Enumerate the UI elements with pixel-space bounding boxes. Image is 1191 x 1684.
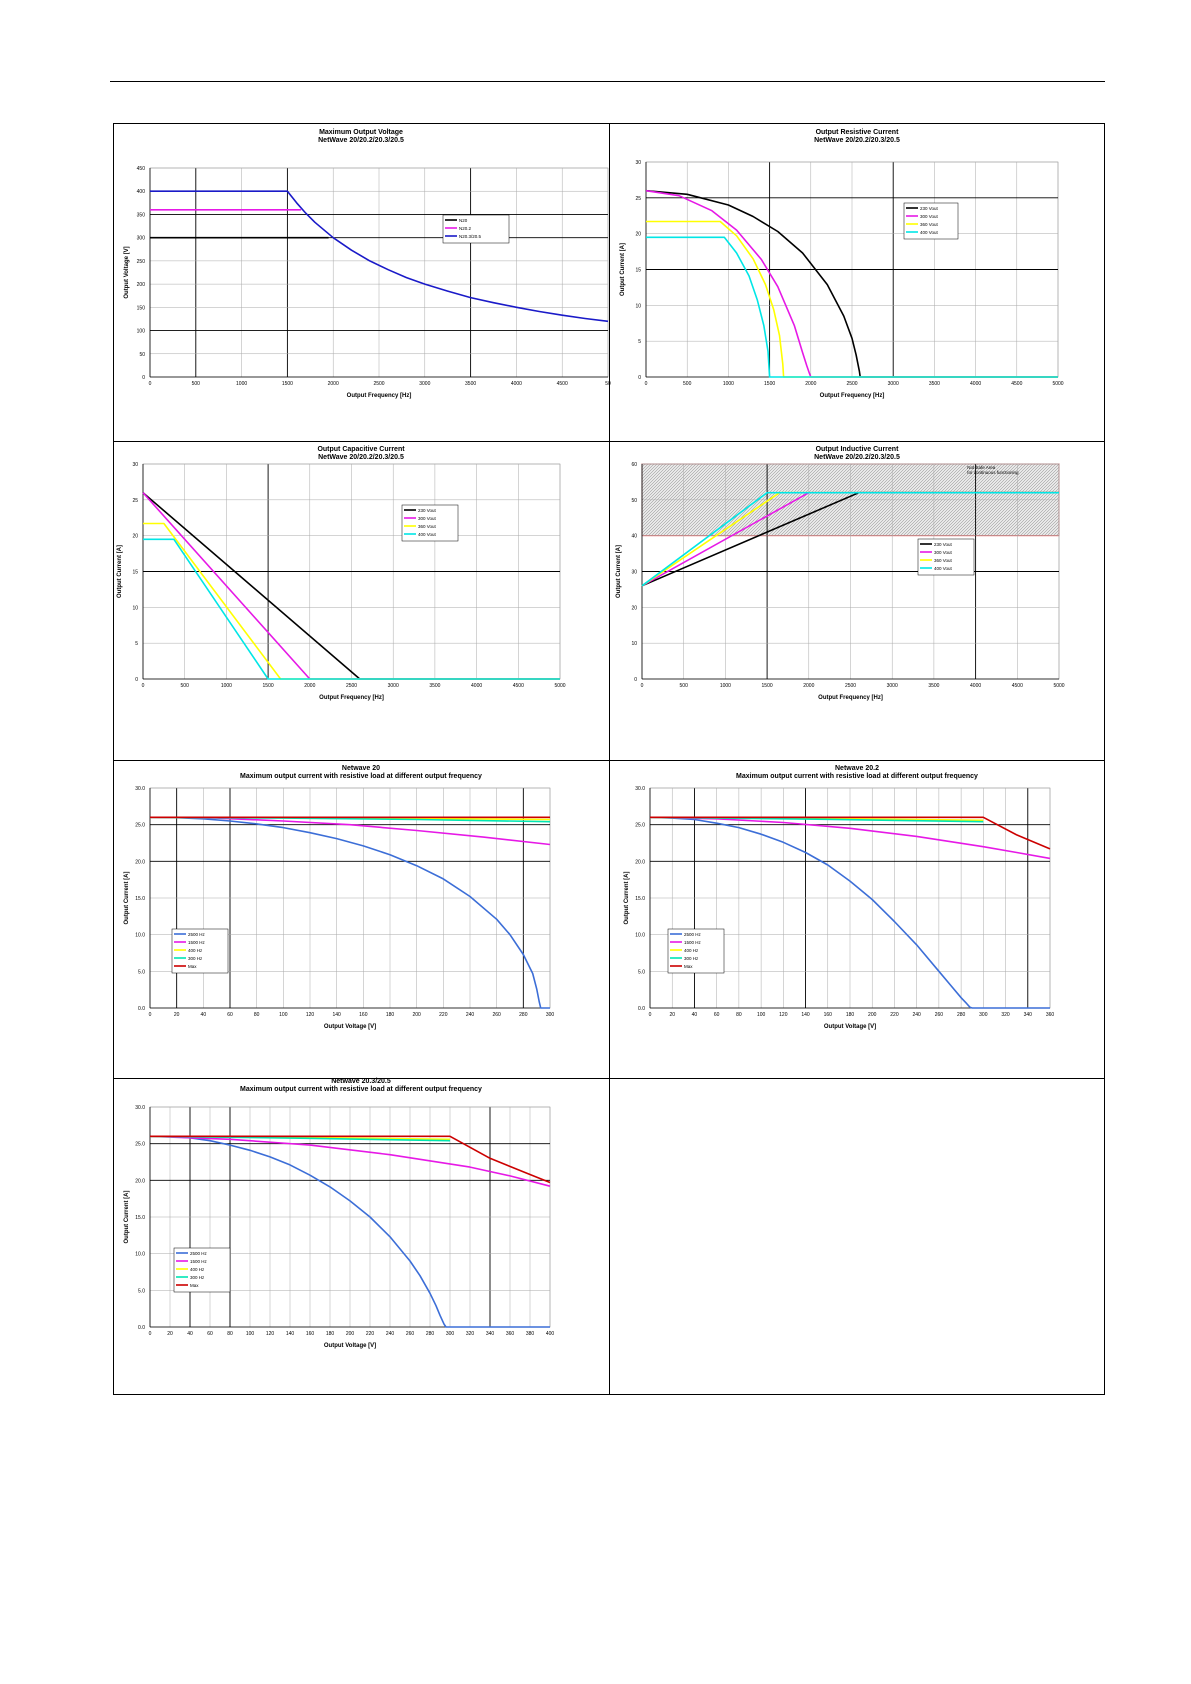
x-tick-label: 4000 [471, 683, 483, 689]
y-tick-label: 5.0 [638, 969, 645, 976]
chart-subtitle: NetWave 20/20.2/20.3/20.5 [814, 454, 900, 461]
y-tick-label: 30 [635, 160, 641, 166]
y-tick-label: 30.0 [135, 786, 145, 792]
not-safe-label: Not Safe Area [967, 465, 996, 470]
chart-svg [610, 442, 1104, 758]
x-tick-label: 4000 [510, 381, 522, 387]
x-tick-label: 80 [736, 1012, 742, 1018]
chart-subtitle: Maximum output current with resistive load at different output frequency [736, 773, 978, 780]
legend-label: 2500 Hz [684, 931, 701, 937]
y-tick-label: 10 [132, 605, 138, 612]
y-tick-label: 0.0 [138, 1325, 145, 1331]
x-tick-label: 500 [683, 381, 692, 387]
y-tick-label: 0 [142, 375, 145, 381]
x-tick-label: 220 [890, 1012, 899, 1018]
x-tick-label: 20 [167, 1331, 173, 1337]
x-tick-label: 380 [525, 1331, 535, 1337]
y-tick-label: 30 [631, 569, 637, 576]
x-tick-label: 60 [713, 1012, 720, 1018]
legend-label: 360 Vout [920, 221, 938, 227]
x-tick-label: 0 [640, 683, 644, 689]
x-tick-label: 340 [485, 1331, 495, 1337]
x-tick-label: 40 [200, 1012, 207, 1018]
x-tick-label: 1500 [764, 381, 776, 387]
legend-label: 1500 Hz [190, 1258, 207, 1264]
y-tick-label: 30.0 [135, 1105, 145, 1111]
chart-netwave-20-2 [610, 760, 1106, 1078]
legend-label: 360 Vout [418, 523, 436, 529]
x-tick-label: 100 [245, 1331, 255, 1337]
y-tick-label: 10.0 [135, 1251, 145, 1258]
x-tick-label: 4500 [1011, 381, 1023, 387]
y-tick-label: 0 [135, 677, 138, 683]
x-tick-label: 20 [173, 1012, 180, 1018]
x-tick-label: 100 [756, 1012, 766, 1018]
x-tick-label: 1500 [761, 683, 773, 689]
y-tick-label: 10 [631, 641, 637, 648]
x-tick-label: 3500 [465, 381, 477, 387]
y-tick-label: 50 [139, 351, 145, 358]
x-tick-label: 80 [227, 1331, 233, 1337]
x-tick-label: 500 [191, 381, 200, 387]
y-tick-label: 0.0 [638, 1006, 645, 1012]
legend-label: 400 Hz [684, 947, 699, 953]
x-tick-label: 140 [801, 1012, 810, 1018]
x-tick-label: 140 [332, 1012, 341, 1018]
x-tick-label: 0 [644, 381, 648, 387]
y-tick-label: 20 [635, 231, 641, 238]
x-tick-label: 5000 [1052, 381, 1064, 387]
x-axis-label: Output Frequency [Hz] [346, 393, 412, 399]
legend-label: 300 Hz [188, 955, 203, 961]
chart-svg [114, 760, 608, 1076]
chart-title: Netwave 20.3/20.5 [331, 1078, 391, 1085]
y-tick-label: 20.0 [135, 1178, 145, 1185]
y-tick-label: 40 [631, 533, 637, 540]
x-tick-label: 40 [691, 1012, 698, 1018]
chart-output-inductive-current [610, 442, 1106, 760]
x-tick-label: 4500 [556, 381, 568, 387]
x-tick-label: 200 [868, 1012, 877, 1018]
legend-label: 400 Vout [920, 229, 938, 235]
x-tick-label: 2500 [844, 683, 857, 689]
legend-label: 300 Vout [934, 549, 952, 555]
x-tick-label: 160 [305, 1331, 315, 1337]
x-tick-label: 2000 [805, 381, 817, 387]
x-tick-label: 3000 [419, 381, 431, 387]
y-tick-label: 100 [136, 328, 145, 335]
legend-label: 230 Vout [934, 541, 952, 547]
legend-label: 300 Hz [684, 955, 699, 961]
x-tick-label: 3000 [886, 683, 898, 689]
legend-label: 1500 Hz [684, 939, 701, 945]
y-tick-label: 15 [635, 267, 641, 274]
x-tick-label: 2000 [304, 683, 316, 689]
y-tick-label: 15.0 [135, 896, 145, 902]
y-axis-label: Output Current [A] [124, 1190, 130, 1244]
legend-label: 1500 Hz [188, 939, 205, 945]
x-tick-label: 180 [385, 1012, 395, 1018]
chart-subtitle: Maximum output current with resistive load at different output frequency [240, 773, 482, 780]
legend-label: 230 Vout [920, 205, 938, 211]
x-tick-label: 1000 [719, 683, 731, 689]
legend-label: 300 Vout [418, 515, 436, 521]
chart-svg [114, 124, 611, 440]
y-axis-label: Output Current [A] [616, 545, 622, 598]
y-tick-label: 250 [136, 258, 145, 265]
x-tick-label: 260 [492, 1012, 501, 1018]
y-tick-label: 5 [638, 339, 641, 346]
chart-subtitle: NetWave 20/20.2/20.3/20.5 [814, 137, 900, 144]
x-tick-label: 1500 [281, 381, 293, 387]
x-tick-label: 1000 [722, 381, 734, 387]
y-tick-label: 25.0 [135, 1141, 145, 1148]
legend-label: 400 Hz [188, 947, 203, 953]
x-tick-label: 50 [605, 381, 611, 387]
y-tick-label: 400 [136, 189, 145, 196]
y-tick-label: 20.0 [635, 859, 645, 866]
chart-output-resistive-current [610, 124, 1106, 442]
chart-subtitle: NetWave 20/20.2/20.3/20.5 [318, 454, 404, 461]
x-tick-label: 260 [934, 1012, 944, 1018]
y-tick-label: 20 [631, 605, 637, 612]
x-tick-label: 5000 [554, 683, 566, 689]
y-tick-label: 5 [135, 641, 138, 648]
x-tick-label: 500 [180, 683, 189, 689]
chart-max-output-voltage [114, 124, 610, 442]
y-tick-label: 25 [635, 195, 641, 202]
x-tick-label: 2500 [345, 683, 358, 689]
not-safe-label: for continuous functioning [967, 470, 1019, 475]
x-tick-label: 240 [465, 1012, 475, 1018]
y-axis-label: Output Current [A] [620, 243, 626, 296]
chart-title: Output Inductive Current [815, 446, 899, 453]
x-tick-label: 280 [956, 1012, 966, 1018]
x-tick-label: 360 [1045, 1012, 1055, 1018]
y-tick-label: 20 [132, 533, 138, 540]
chart-netwave-20 [114, 760, 610, 1078]
legend-label: 300 Hz [190, 1274, 205, 1280]
x-tick-label: 2000 [327, 381, 339, 387]
x-tick-label: 1500 [262, 683, 274, 689]
legend-label: N20.3/20.5 [459, 233, 482, 239]
x-tick-label: 2000 [803, 683, 815, 689]
x-tick-label: 400 [545, 1331, 555, 1337]
legend-label: 400 Vout [418, 531, 436, 537]
chart-title: Netwave 20 [341, 765, 381, 772]
x-tick-label: 3500 [928, 381, 940, 387]
legend-label: 2500 Hz [188, 931, 205, 937]
y-axis-label: Output Current [A] [117, 545, 123, 598]
y-tick-label: 25.0 [135, 822, 145, 829]
x-tick-label: 280 [425, 1331, 435, 1337]
x-tick-label: 4500 [512, 683, 524, 689]
y-tick-label: 350 [136, 212, 145, 219]
x-tick-label: 1000 [220, 683, 232, 689]
y-tick-label: 50 [631, 497, 637, 504]
x-tick-label: 100 [279, 1012, 288, 1018]
legend-label: Max [684, 963, 693, 969]
x-tick-label: 60 [207, 1331, 213, 1337]
y-tick-label: 200 [136, 282, 145, 289]
y-tick-label: 15.0 [135, 1215, 145, 1221]
chart-title: Netwave 20.2 [835, 765, 879, 772]
y-tick-label: 0 [634, 677, 637, 683]
x-tick-label: 3000 [387, 683, 399, 689]
legend-label: 2500 Hz [190, 1250, 207, 1256]
x-tick-label: 200 [345, 1331, 355, 1337]
x-axis-label: Output Frequency [Hz] [819, 393, 885, 399]
chart-subtitle: NetWave 20/20.2/20.3/20.5 [318, 137, 404, 144]
legend-label: N20.2 [459, 225, 472, 231]
x-tick-label: 4000 [970, 683, 982, 689]
x-tick-label: 80 [253, 1012, 260, 1018]
x-tick-label: 120 [265, 1331, 275, 1337]
y-axis-label: Output Voltage [V] [124, 246, 130, 299]
x-axis-label: Output Frequency [Hz] [818, 695, 883, 701]
legend-label: 300 Vout [920, 213, 938, 219]
x-tick-label: 3000 [887, 381, 899, 387]
x-tick-label: 180 [845, 1012, 855, 1018]
x-tick-label: 280 [519, 1012, 528, 1018]
x-tick-label: 3500 [928, 683, 940, 689]
legend-label: 360 Vout [934, 557, 952, 563]
y-tick-label: 10.0 [135, 932, 145, 939]
x-tick-label: 120 [305, 1012, 315, 1018]
legend-label: 400 Hz [190, 1266, 205, 1272]
x-tick-label: 140 [285, 1331, 295, 1337]
header-rule [110, 81, 1105, 82]
x-tick-label: 1000 [236, 381, 248, 387]
legend-label: Max [190, 1282, 199, 1288]
chart-svg [114, 1078, 608, 1394]
x-tick-label: 240 [912, 1012, 921, 1018]
y-axis-label: Output Current [A] [624, 871, 630, 925]
chart-svg [114, 442, 608, 758]
series-line-2500-hz [150, 817, 550, 1008]
y-tick-label: 300 [136, 235, 145, 242]
x-tick-label: 240 [385, 1331, 395, 1337]
legend-label: N20 [459, 217, 468, 223]
chart-title: Output Capacitive Current [317, 446, 405, 453]
x-tick-label: 260 [405, 1331, 415, 1337]
y-tick-label: 10 [635, 303, 641, 310]
y-tick-label: 10.0 [635, 932, 645, 939]
y-axis-label: Output Current [A] [124, 871, 130, 925]
x-tick-label: 5000 [1053, 683, 1065, 689]
chart-svg [610, 124, 1104, 440]
x-tick-label: 180 [325, 1331, 335, 1337]
x-tick-label: 160 [359, 1012, 368, 1018]
x-axis-label: Output Frequency [Hz] [319, 695, 384, 701]
x-tick-label: 320 [465, 1331, 475, 1337]
x-tick-label: 300 [545, 1012, 555, 1018]
x-tick-label: 4500 [1011, 683, 1023, 689]
legend-label: 400 Vout [934, 565, 952, 571]
y-tick-label: 0 [638, 375, 641, 381]
y-tick-label: 5.0 [138, 969, 145, 976]
y-tick-label: 25.0 [635, 822, 645, 829]
y-tick-label: 30.0 [635, 786, 645, 792]
y-tick-label: 60 [631, 462, 637, 468]
x-tick-label: 500 [679, 683, 688, 689]
x-tick-label: 300 [445, 1331, 455, 1337]
y-tick-label: 30 [132, 462, 138, 468]
y-tick-label: 150 [136, 305, 145, 312]
chart-title: Maximum Output Voltage [319, 129, 403, 136]
x-tick-label: 2500 [373, 381, 385, 387]
x-axis-label: Output Voltage [V] [323, 1343, 377, 1349]
chart-subtitle: Maximum output current with resistive load at different output frequency [240, 1086, 482, 1093]
y-tick-label: 25 [132, 497, 138, 504]
x-tick-label: 320 [1001, 1012, 1010, 1018]
chart-output-capacitive-current [114, 442, 610, 760]
x-tick-label: 2500 [846, 381, 858, 387]
y-tick-label: 450 [136, 166, 145, 172]
x-tick-label: 0 [148, 1012, 152, 1018]
y-tick-label: 0.0 [138, 1006, 145, 1012]
x-tick-label: 40 [187, 1331, 193, 1337]
x-tick-label: 220 [365, 1331, 375, 1337]
x-tick-label: 3500 [429, 683, 441, 689]
x-axis-label: Output Voltage [V] [323, 1024, 377, 1030]
x-tick-label: 20 [669, 1012, 676, 1018]
x-tick-label: 340 [1023, 1012, 1032, 1018]
x-tick-label: 0 [648, 1012, 652, 1018]
x-tick-label: 160 [823, 1012, 832, 1018]
x-tick-label: 300 [979, 1012, 988, 1018]
x-axis-label: Output Voltage [V] [823, 1024, 877, 1030]
y-tick-label: 5.0 [138, 1288, 145, 1295]
x-tick-label: 200 [412, 1012, 421, 1018]
x-tick-label: 360 [505, 1331, 515, 1337]
x-tick-label: 0 [141, 683, 145, 689]
x-tick-label: 0 [148, 381, 152, 387]
x-tick-label: 4000 [970, 381, 982, 387]
x-tick-label: 220 [439, 1012, 448, 1018]
y-tick-label: 15.0 [635, 896, 645, 902]
chart-title: Output Resistive Current [815, 129, 899, 136]
chart-svg [610, 760, 1104, 1076]
x-tick-label: 120 [779, 1012, 788, 1018]
y-tick-label: 15 [132, 569, 138, 576]
chart-netwave-20-3-20-5 [114, 1078, 610, 1396]
x-tick-label: 0 [148, 1331, 152, 1337]
legend-label: 230 Vout [418, 507, 436, 513]
x-tick-label: 60 [227, 1012, 233, 1018]
legend-label: Max [188, 963, 197, 969]
y-tick-label: 20.0 [135, 859, 145, 866]
